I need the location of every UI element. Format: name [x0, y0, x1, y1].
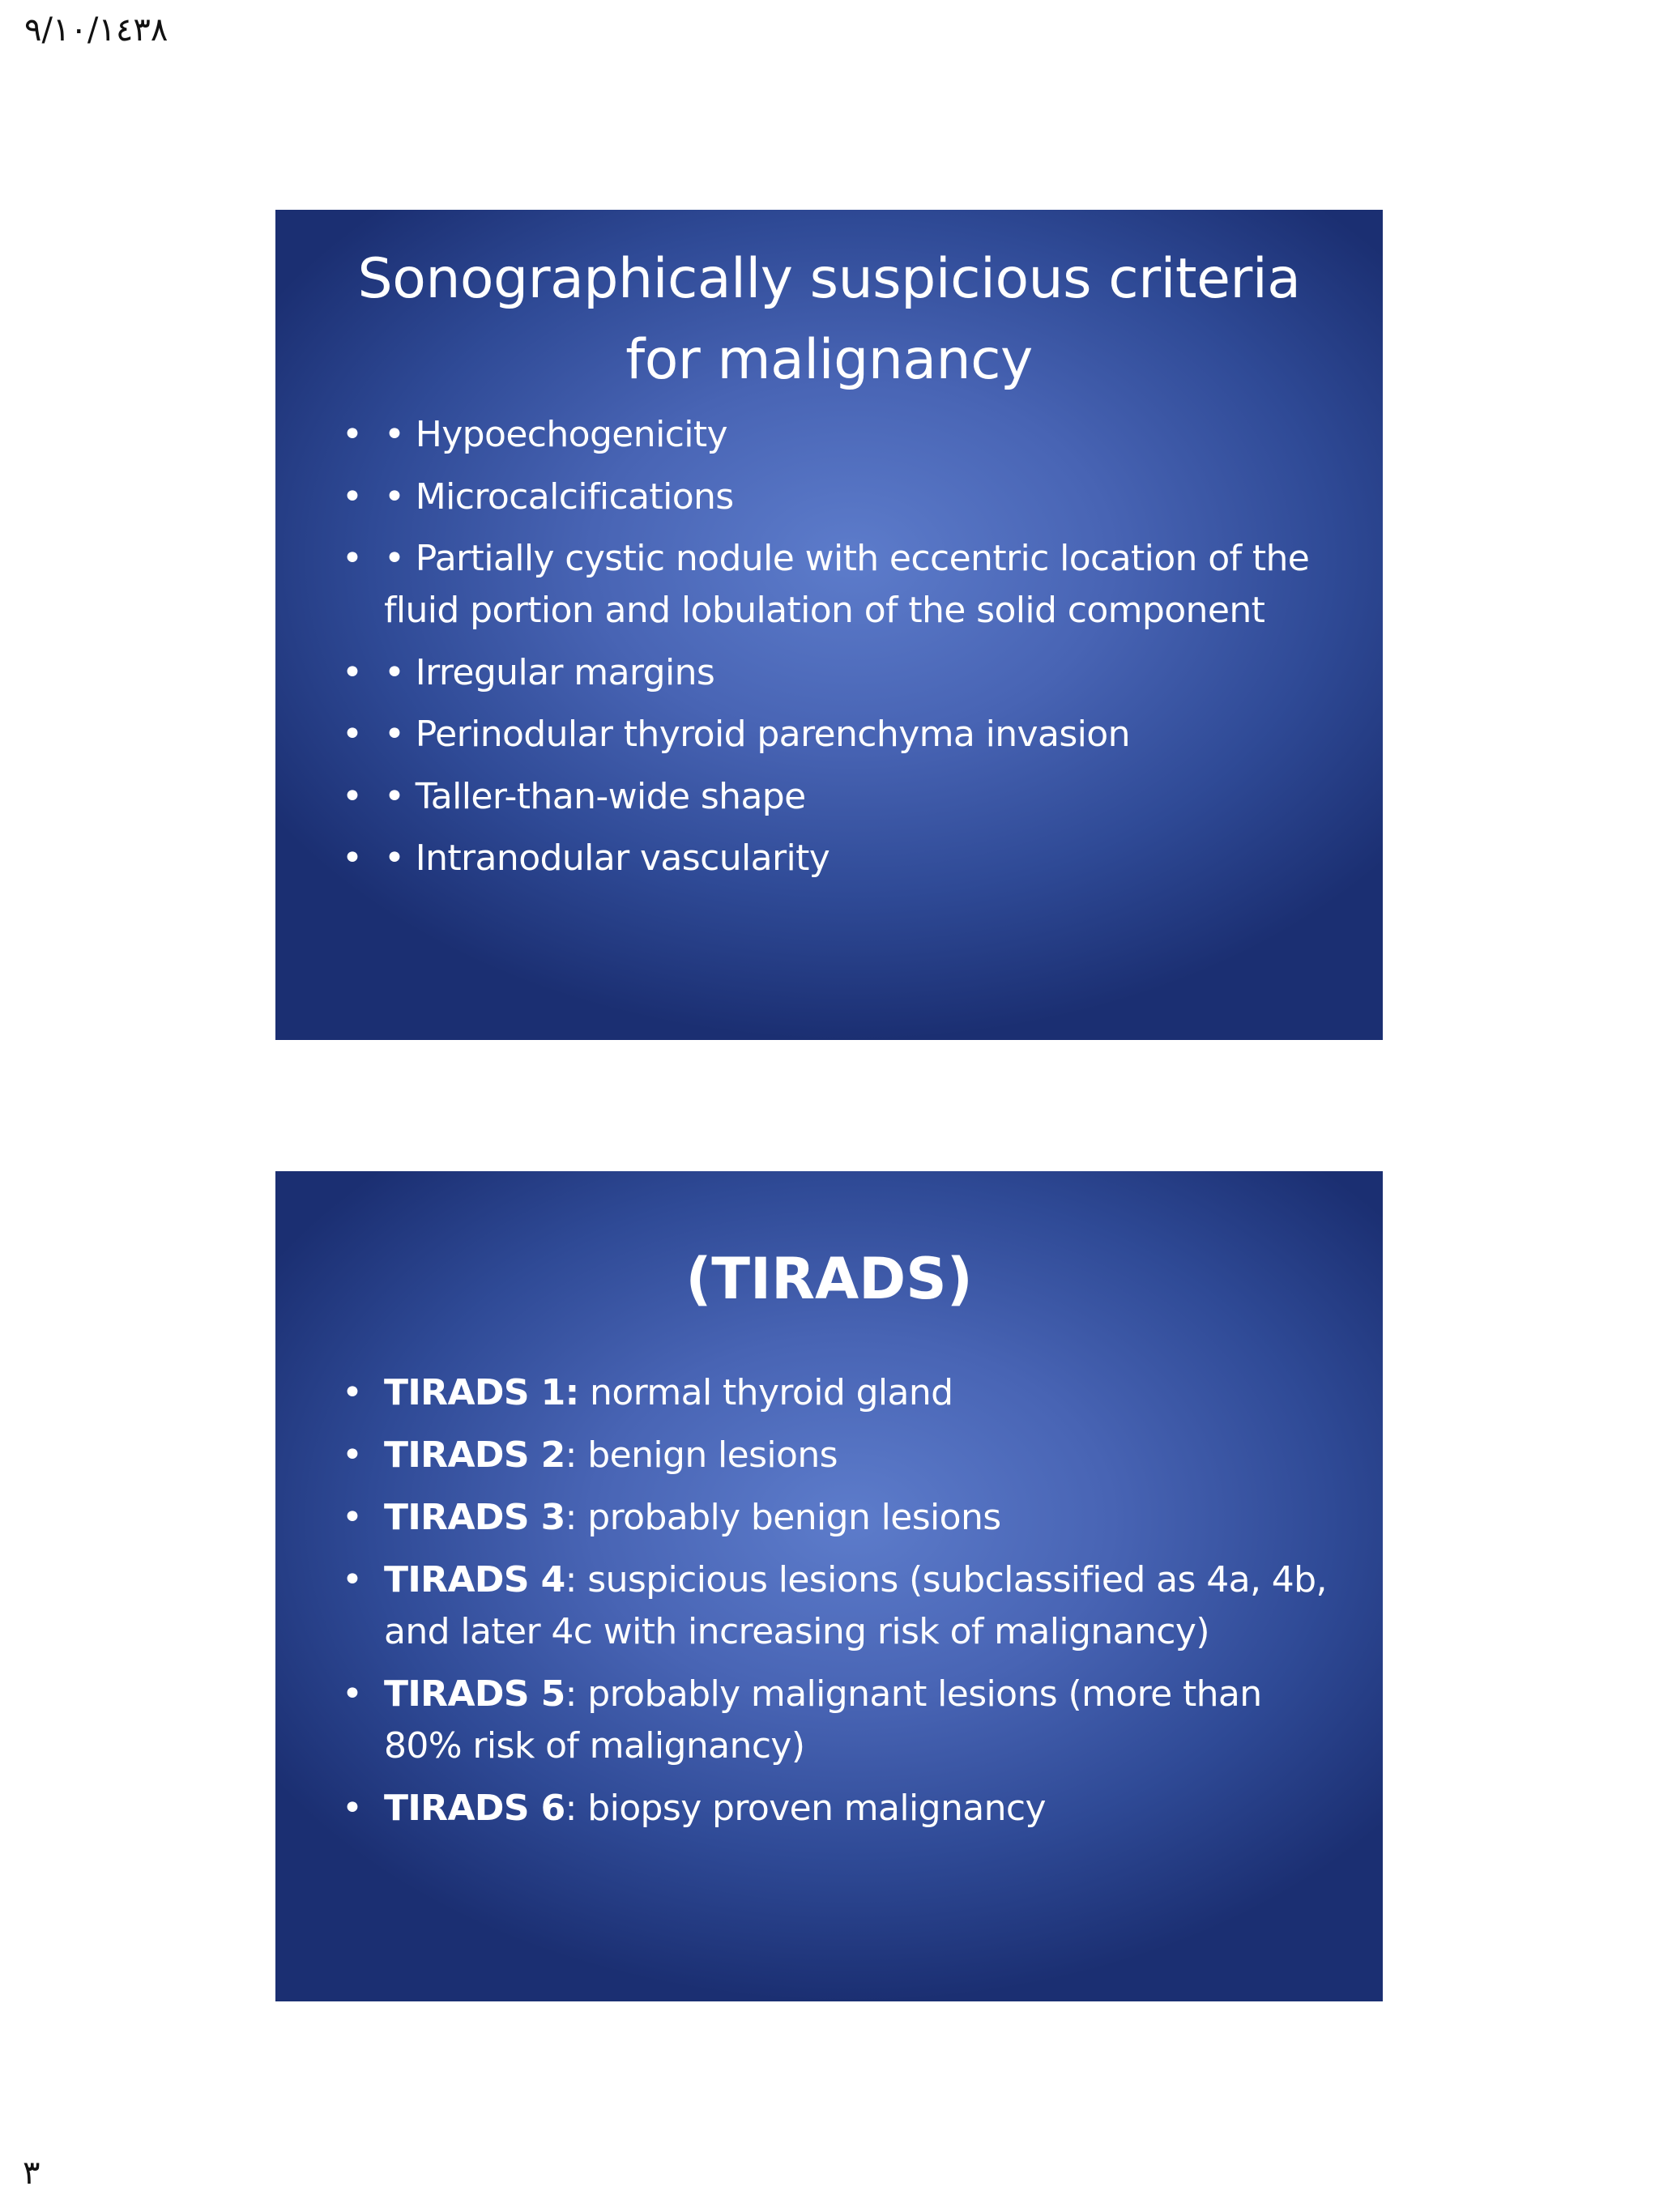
list-item-text: • Intranodular vascularity: [384, 837, 830, 879]
list-item-text: • Perinodular thyroid parenchyma invasion: [384, 714, 1130, 755]
tirads-term: TIRADS 5: [384, 1673, 565, 1715]
bullet-marker: •: [342, 651, 363, 693]
slide-suspicious-criteria: [275, 210, 1383, 1040]
tirads-description: : probably benign lesions: [565, 1497, 1001, 1538]
bullet-marker: •: [342, 1559, 363, 1600]
slide-title-line-2: for malignancy: [625, 328, 1033, 392]
tirads-term: TIRADS 6: [384, 1788, 565, 1829]
bullet-marker: •: [342, 1673, 363, 1715]
tirads-description: : probably malignant lesions (more than 80% risk of malignancy): [384, 1673, 1262, 1767]
tirads-term: TIRADS 1:: [384, 1372, 579, 1413]
tirads-description: normal thyroid gland: [578, 1372, 953, 1413]
list-item-text: • Irregular margins: [384, 651, 715, 693]
list-item: [342, 709, 1334, 761]
bullet-marker: •: [342, 1372, 363, 1413]
bullet-marker: •: [342, 1788, 363, 1829]
bullet-marker: •: [342, 775, 363, 817]
bullet-marker: •: [342, 837, 363, 879]
bullet-marker: •: [342, 1434, 363, 1476]
bullet-marker: •: [342, 714, 363, 755]
slide-tirads: [275, 1171, 1383, 2001]
tirads-term: TIRADS 3: [384, 1497, 565, 1538]
list-item: [342, 1669, 1334, 1772]
slide-title-line-1: Sonographically suspicious criteria: [357, 247, 1301, 311]
tirads-term: TIRADS 2: [384, 1434, 565, 1476]
bullet-marker: •: [342, 414, 363, 455]
tirads-description: : biopsy proven malignancy: [565, 1788, 1046, 1829]
bullet-marker: •: [342, 475, 363, 518]
slide-title: (TIRADS): [685, 1246, 973, 1312]
list-item: [342, 409, 1334, 461]
list-item-text: • Taller-than-wide shape: [384, 775, 806, 817]
list-item: [342, 647, 1334, 699]
bullet-marker: •: [342, 1497, 363, 1538]
tirads-list: [342, 1367, 1334, 1845]
list-item-text: • Hypoechogenicity: [384, 414, 728, 455]
tirads-description: : suspicious lesions (subclassified as 4a, 4b, and later 4c with increasing risk of malignancy): [384, 1559, 1327, 1652]
tirads-description: : benign lesions: [565, 1434, 838, 1476]
list-item: [342, 1492, 1334, 1544]
bullet-marker: •: [342, 538, 363, 579]
criteria-list: [342, 409, 1334, 895]
list-item: [342, 1430, 1334, 1481]
list-item-text: • Microcalcifications: [384, 475, 734, 518]
list-item: [342, 533, 1334, 637]
list-item: [342, 1783, 1334, 1835]
list-item: [342, 1554, 1334, 1658]
slide-title: [275, 239, 1383, 401]
list-item: [342, 771, 1334, 823]
page-number: ٣: [23, 2154, 41, 2192]
page-date: ٩/١٠/١٤٣٨: [24, 11, 168, 49]
list-item: [342, 833, 1334, 884]
list-item: [342, 471, 1334, 523]
list-item: [342, 1367, 1334, 1419]
list-item-text: • Partially cystic nodule with eccentric location of the fluid portion and lobulation of the solid component: [384, 538, 1310, 631]
tirads-term: TIRADS 4: [384, 1559, 565, 1600]
